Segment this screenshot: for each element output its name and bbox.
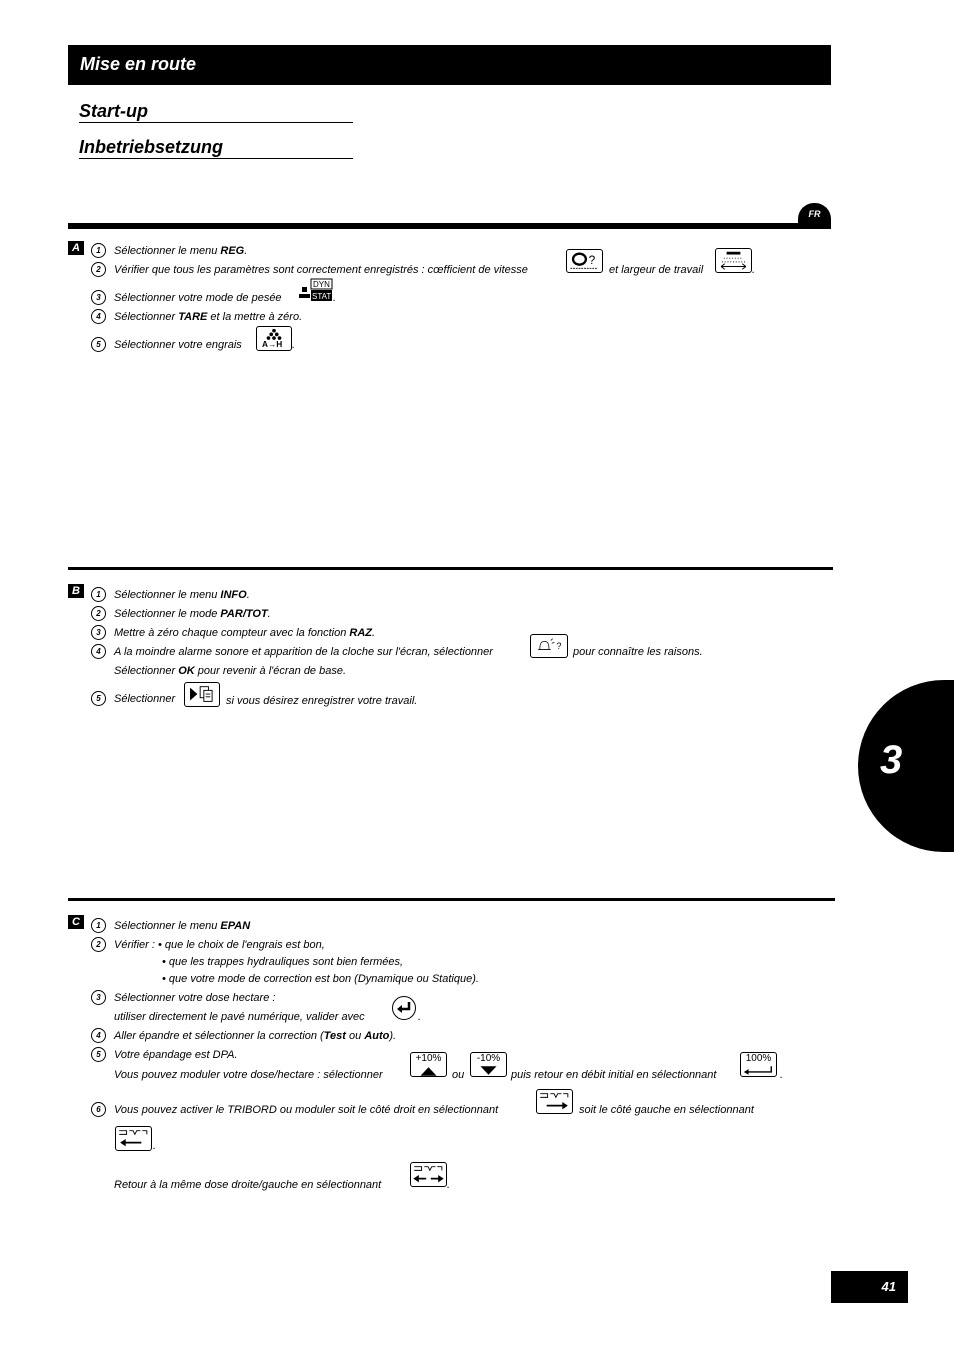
step-text: Sélectionner votre mode de pesée	[114, 292, 282, 304]
subtitle-german: Inbetriebsetzung	[79, 137, 353, 159]
step-text: .	[292, 339, 296, 351]
step-number: 2	[91, 937, 106, 952]
section-a-label: A	[68, 241, 84, 255]
bell-alarm-icon	[530, 634, 568, 658]
section-c-label: C	[68, 915, 84, 929]
reset-dose-icon	[740, 1052, 777, 1077]
both-sides-icon	[410, 1162, 447, 1187]
chapter-tab	[858, 680, 954, 852]
step-text: Retour à la même dose droite/gauche en sélectionnant	[114, 1179, 382, 1191]
step-number: 3	[91, 625, 106, 640]
step-text: Votre épandage est DPA.	[114, 1049, 238, 1061]
step-number: 5	[91, 1047, 106, 1062]
step-text: pour connaître les raisons.	[573, 646, 703, 658]
decrease-dose-label: -10%	[476, 1053, 501, 1064]
step-text: soit le côté gauche en sélectionnant	[579, 1104, 754, 1116]
step-number: 3	[91, 290, 106, 305]
weighing-mode-icon	[299, 278, 333, 302]
step-number: 1	[91, 918, 106, 933]
page-title: Mise en route	[80, 54, 197, 74]
page-number: 41	[881, 1279, 896, 1294]
reset-dose-label: 100%	[745, 1053, 772, 1064]
speed-coefficient-icon	[566, 249, 603, 273]
section-b-label: B	[68, 584, 84, 598]
chapter-number: 3	[880, 738, 903, 782]
step-text: Vérifier que tous les paramètres sont correctement enregistrés : cœfficient de vitesse	[114, 264, 528, 276]
step-text: ou	[452, 1069, 465, 1081]
step-text: • que votre mode de correction est bon (Dynamique ou Statique).	[162, 973, 479, 985]
step-number: 5	[91, 337, 106, 352]
step-text: Sélectionner votre dose hectare :	[114, 992, 276, 1004]
stat-label: STAT	[312, 292, 332, 301]
speed-coefficient-question: ?	[588, 252, 596, 267]
title-bar	[68, 45, 831, 85]
step-text: et largeur de travail	[609, 264, 704, 276]
subtitle-english: Start-up	[79, 101, 353, 123]
step-text: • que les trappes hydrauliques sont bien fermées,	[162, 956, 404, 968]
step-text: Vérifier : • que le choix de l'engrais est bon,	[114, 939, 325, 951]
fertilizer-range: A→H	[262, 340, 283, 350]
increase-dose-icon	[410, 1052, 447, 1077]
language-tab: FR	[798, 203, 831, 227]
step-text: Vous pouvez activer le TRIBORD ou moduler soit le côté droit en sélectionnant	[114, 1104, 499, 1116]
dyn-label: DYN	[313, 280, 330, 289]
step-text: Sélectionner	[114, 693, 176, 705]
section-c-rule	[68, 898, 835, 901]
step-text: puis retour en débit initial en sélectionnant	[511, 1069, 717, 1081]
decrease-dose-icon	[470, 1052, 507, 1077]
step-number: 4	[91, 644, 106, 659]
section-a-rule	[68, 223, 831, 229]
step-number: 4	[91, 1028, 106, 1043]
step-text: .	[153, 1140, 157, 1152]
step-text: Sélectionner votre engrais	[114, 339, 242, 351]
step-number: 1	[91, 243, 106, 258]
alarm-question: ?	[556, 640, 562, 651]
step-text: Vous pouvez moduler votre dose/hectare : sélectionner	[114, 1069, 383, 1081]
fertilizer-icon	[256, 326, 292, 351]
step-text: Sélectionner TARE et la mettre à zéro.	[114, 311, 303, 323]
step-number: 3	[91, 990, 106, 1005]
increase-dose-label: +10%	[415, 1053, 442, 1064]
step-number: 4	[91, 309, 106, 324]
step-text: Sélectionner OK pour revenir à l'écran de base.	[114, 665, 347, 677]
working-width-icon	[715, 248, 752, 273]
step-text: .	[780, 1069, 784, 1081]
step-text: utiliser directement le pavé numérique, valider avec	[114, 1011, 365, 1023]
step-number: 1	[91, 587, 106, 602]
right-side-icon	[536, 1089, 573, 1114]
enter-icon	[391, 995, 417, 1021]
step-number: 6	[91, 1102, 106, 1117]
step-text: .	[752, 264, 756, 276]
step-text: Sélectionner le mode PAR/TOT.	[114, 608, 271, 620]
step-text: Aller épandre et sélectionner la correction (Test ou Auto).	[114, 1030, 397, 1042]
step-text: .	[447, 1179, 451, 1191]
page-number-box	[831, 1271, 908, 1303]
step-text: Sélectionner le menu REG.	[114, 245, 248, 257]
step-number: 2	[91, 606, 106, 621]
step-number: 5	[91, 691, 106, 706]
save-work-icon	[184, 682, 220, 707]
step-text: Mettre à zéro chaque compteur avec la fonction RAZ.	[114, 627, 376, 639]
step-number: 2	[91, 262, 106, 277]
section-b-rule	[68, 567, 833, 570]
step-text: si vous désirez enregistrer votre travail.	[226, 695, 418, 707]
step-text: Sélectionner le menu INFO.	[114, 589, 250, 601]
step-text: .	[333, 292, 337, 304]
step-text: .	[418, 1011, 422, 1023]
step-text: Sélectionner le menu EPAN	[114, 920, 251, 932]
step-text: A la moindre alarme sonore et apparition de la cloche sur l'écran, sélectionner	[114, 646, 493, 658]
left-side-icon	[115, 1126, 152, 1151]
